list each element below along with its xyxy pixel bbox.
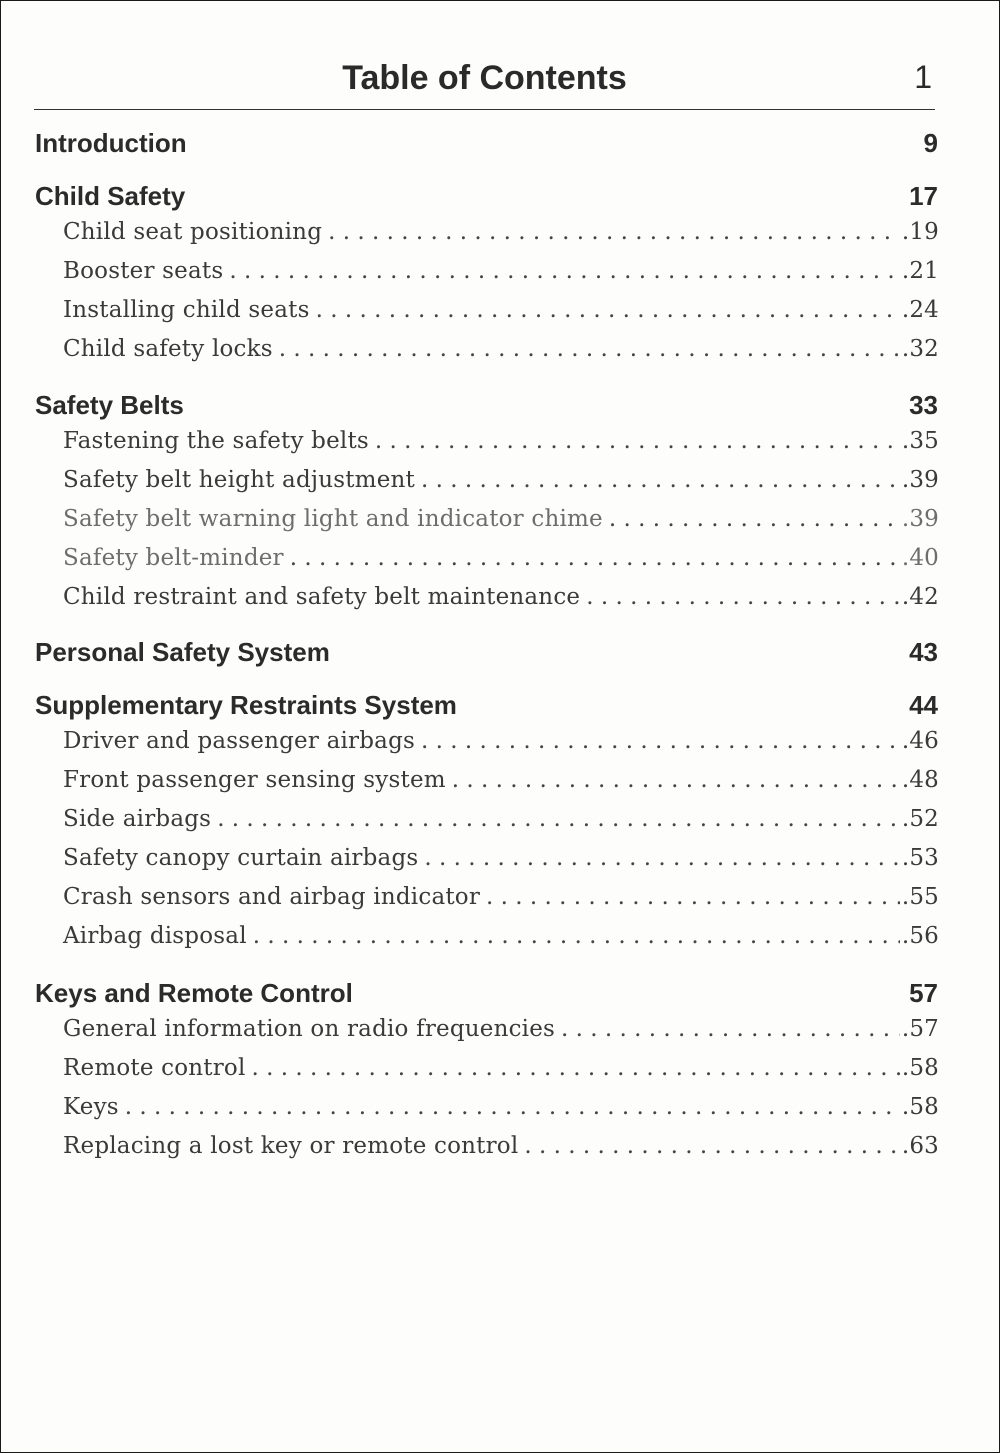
toc-entry-page-number: .46 bbox=[901, 728, 939, 754]
toc-entry[interactable] bbox=[63, 1094, 939, 1126]
dot-leader bbox=[217, 806, 900, 832]
dot-leader bbox=[229, 258, 899, 284]
toc-entry-label: Front passenger sensing system bbox=[63, 767, 446, 793]
toc-entry-page-number: .58 bbox=[901, 1094, 939, 1120]
toc-entry-page-number: .58 bbox=[901, 1055, 939, 1081]
toc-entry-label: Driver and passenger airbags bbox=[63, 728, 415, 754]
section-title: Safety Belts bbox=[35, 390, 184, 420]
toc-entry-label: Airbag disposal bbox=[63, 923, 247, 949]
dot-leader bbox=[290, 545, 900, 571]
toc-entry-label: Side airbags bbox=[63, 806, 212, 832]
toc-entry-page-number: .24 bbox=[901, 297, 939, 323]
toc-entry[interactable] bbox=[63, 506, 939, 538]
toc-entry[interactable] bbox=[63, 428, 939, 460]
dot-leader bbox=[316, 297, 900, 323]
page-header bbox=[34, 57, 935, 110]
section-heading[interactable] bbox=[35, 181, 938, 215]
dot-leader bbox=[452, 767, 900, 793]
toc-entry-label: Crash sensors and airbag indicator bbox=[63, 884, 481, 910]
toc-entry-label: Replacing a lost key or remote control bbox=[63, 1133, 519, 1159]
toc-entry[interactable] bbox=[63, 545, 939, 577]
toc-entry-label: Booster seats bbox=[63, 258, 224, 284]
dot-leader bbox=[561, 1016, 900, 1042]
dot-leader bbox=[421, 467, 900, 493]
toc-entry-label: Fastening the safety belts bbox=[63, 428, 369, 454]
section-page-number: 43 bbox=[909, 637, 938, 667]
toc-entry[interactable] bbox=[63, 297, 939, 329]
dot-leader bbox=[375, 428, 900, 454]
toc-entry-page-number: .56 bbox=[901, 923, 939, 949]
section-heading[interactable] bbox=[35, 128, 938, 162]
toc-entry-page-number: .32 bbox=[901, 336, 939, 362]
toc-entry-label: Safety canopy curtain airbags bbox=[63, 845, 419, 871]
dot-leader bbox=[609, 506, 900, 532]
toc-entry-label: Child seat positioning bbox=[63, 219, 323, 245]
toc-entry[interactable] bbox=[63, 467, 939, 499]
toc-entry-label: Safety belt warning light and indicator chime bbox=[63, 506, 603, 532]
toc-entry-page-number: .19 bbox=[901, 219, 939, 245]
toc-entry[interactable] bbox=[63, 258, 939, 290]
section-page-number: 33 bbox=[909, 390, 938, 420]
toc-entry-label: Safety belt height adjustment bbox=[63, 467, 415, 493]
toc-entry[interactable] bbox=[63, 728, 939, 760]
section-heading[interactable] bbox=[35, 637, 938, 671]
toc-entry-label: Child restraint and safety belt maintenance bbox=[63, 584, 581, 610]
toc-entry[interactable] bbox=[63, 336, 939, 368]
toc-entry-page-number: .42 bbox=[901, 584, 939, 610]
section-heading[interactable] bbox=[35, 978, 938, 1012]
section-title: Introduction bbox=[35, 128, 187, 158]
dot-leader bbox=[424, 845, 899, 871]
page-number: 1 bbox=[914, 59, 932, 95]
page-title: Table of Contents bbox=[342, 59, 627, 97]
section-page-number: 17 bbox=[909, 181, 938, 211]
toc-entry-page-number: .55 bbox=[901, 884, 939, 910]
toc-entry-label: Keys bbox=[63, 1094, 119, 1120]
toc-entry-page-number: .53 bbox=[901, 845, 939, 871]
section-title: Keys and Remote Control bbox=[35, 978, 353, 1008]
toc-entry-page-number: .40 bbox=[901, 545, 939, 571]
toc-entry[interactable] bbox=[63, 1016, 939, 1048]
toc-entry[interactable] bbox=[63, 219, 939, 251]
section-title: Personal Safety System bbox=[35, 637, 330, 667]
toc-entry[interactable] bbox=[63, 845, 939, 877]
section-page-number: 57 bbox=[909, 978, 938, 1008]
toc-entry[interactable] bbox=[63, 1055, 939, 1087]
toc-entry-label: Remote control bbox=[63, 1055, 246, 1081]
toc-entry-label: Installing child seats bbox=[63, 297, 310, 323]
dot-leader bbox=[328, 219, 900, 245]
section-heading[interactable] bbox=[35, 690, 938, 724]
toc-entry[interactable] bbox=[63, 884, 939, 916]
dot-leader bbox=[586, 584, 900, 610]
toc-entry-page-number: .35 bbox=[901, 428, 939, 454]
dot-leader bbox=[524, 1133, 899, 1159]
dot-leader bbox=[125, 1094, 900, 1120]
dot-leader bbox=[421, 728, 900, 754]
toc-entry-page-number: .57 bbox=[901, 1016, 939, 1042]
toc-entry-page-number: .39 bbox=[901, 467, 939, 493]
toc-entry-page-number: .39 bbox=[901, 506, 939, 532]
toc-entry-page-number: .52 bbox=[901, 806, 939, 832]
section-page-number: 9 bbox=[923, 128, 938, 158]
section-title: Child Safety bbox=[35, 181, 186, 211]
toc-entry[interactable] bbox=[63, 584, 939, 616]
toc-entry[interactable] bbox=[63, 923, 939, 955]
section-heading[interactable] bbox=[35, 390, 938, 424]
toc-entry-page-number: .21 bbox=[901, 258, 939, 284]
dot-leader bbox=[279, 336, 900, 362]
toc-entry-page-number: .48 bbox=[901, 767, 939, 793]
toc-entry-label: Safety belt-minder bbox=[63, 545, 284, 571]
toc-entry[interactable] bbox=[63, 806, 939, 838]
section-page-number: 44 bbox=[909, 690, 938, 720]
toc-entry-label: Child safety locks bbox=[63, 336, 273, 362]
dot-leader bbox=[253, 923, 900, 949]
toc-entry-label: General information on radio frequencies bbox=[63, 1016, 556, 1042]
toc-entry[interactable] bbox=[63, 1133, 939, 1165]
dot-leader bbox=[486, 884, 900, 910]
toc-entry-page-number: .63 bbox=[901, 1133, 939, 1159]
dot-leader bbox=[252, 1055, 900, 1081]
section-title: Supplementary Restraints System bbox=[35, 690, 457, 720]
toc-entry[interactable] bbox=[63, 767, 939, 799]
